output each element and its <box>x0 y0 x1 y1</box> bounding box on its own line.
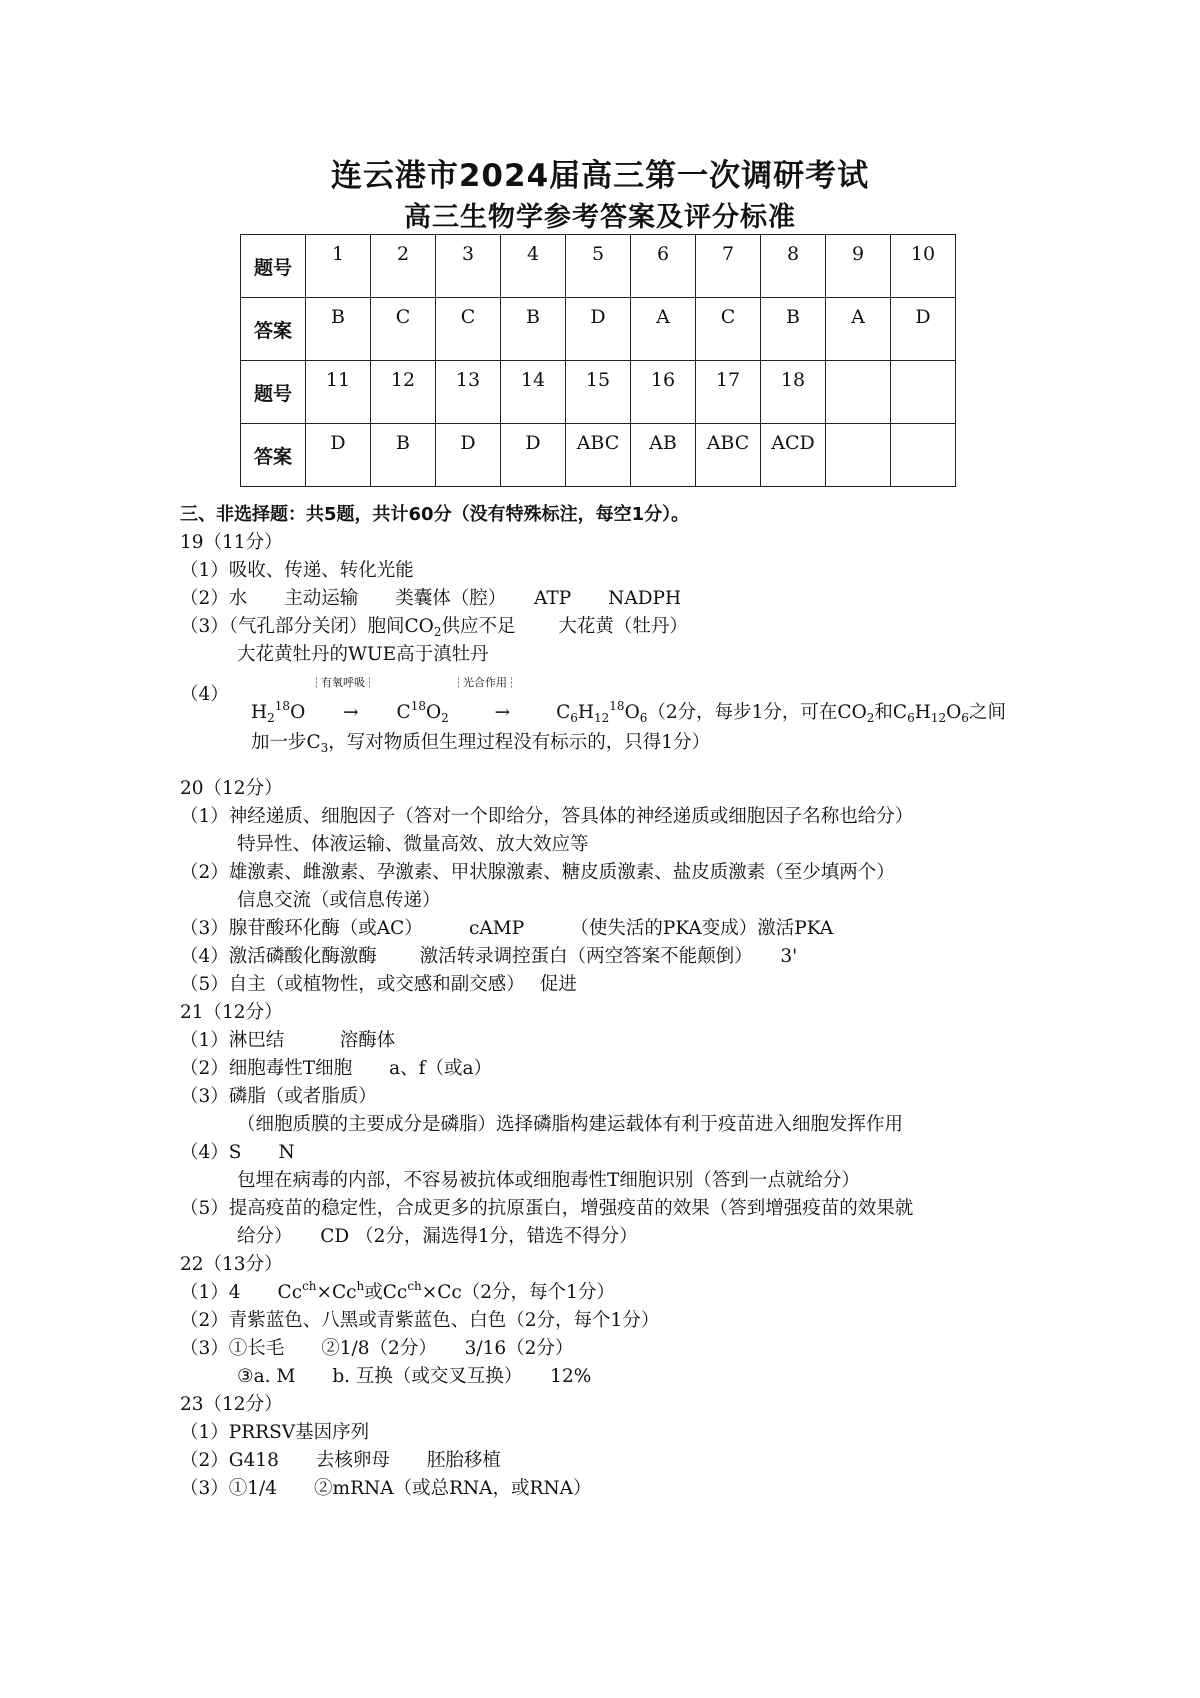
answer-table-row <box>241 298 956 361</box>
q19-answer-3b: 大花黄牡丹的WUE高于滇牡丹 <box>237 644 489 665</box>
answer-table-cell-text: ABC <box>576 432 620 454</box>
q20-heading: 20（12分） <box>180 778 283 799</box>
answer-table-cell <box>566 298 631 361</box>
answer-table-cell <box>371 424 436 487</box>
answer-table-cell <box>501 424 566 487</box>
answer-table-cell-text: 5 <box>591 243 605 265</box>
answer-table-cell-text: 17 <box>715 369 741 391</box>
arrow-icon: → <box>343 702 359 723</box>
page-title: 连云港市2024届高三第一次调研考试 <box>330 158 870 194</box>
q19-answer-4-formula: $H_2^{18}O \to C^{18}O_2 \to C_6H_{12}^{18}O_6(2$分，每步1分，可在$CO_2$和$C_6H_{12}O_6$之间 <box>251 699 1006 725</box>
answer-table-cell-text: 6 <box>656 243 670 265</box>
answer-table-cell-text: D <box>525 432 541 454</box>
answer-table-cell-text: 15 <box>585 369 611 391</box>
answer-table-cell <box>306 298 371 361</box>
answer-table-cell-text: ACD <box>771 432 815 454</box>
q21-answer-4: （4）S N <box>180 1142 295 1163</box>
answer-table-cell-text: C <box>720 306 736 328</box>
q20-answer-1: （1）神经递质、细胞因子（答对一个即给分，答具体的神经递质或细胞因子名称也给分） <box>180 806 914 827</box>
section-heading: 三、非选择题：共5题，共计60分（没有特殊标注，每空1分）。 <box>180 504 690 525</box>
page-subtitle: 高三生物学参考答案及评分标准 <box>404 202 796 233</box>
answer-table-cell <box>566 361 631 424</box>
answer-table-row-label: 答案 <box>241 424 306 487</box>
q21-answer-1: （1）淋巴结 溶酶体 <box>180 1030 396 1051</box>
q22-answer-2: （2）青紫蓝色、八黑或青紫蓝色、白色（2分，每个1分） <box>180 1310 660 1331</box>
answer-table-cell-text: ABC <box>706 432 750 454</box>
answer-table-cell-text: 10 <box>910 243 936 265</box>
q20-answer-3: （3）腺苷酸环化酶（或AC） cAMP （使失活的PKA变成）激活PKA <box>180 918 834 939</box>
answer-table-cell-text: 16 <box>650 369 676 391</box>
answer-table-cell-text <box>891 361 955 369</box>
answer-table-cell-text: 4 <box>526 243 540 265</box>
q21-answer-3: （3）磷脂（或者脂质） <box>180 1086 377 1107</box>
answer-table-cell <box>631 424 696 487</box>
answer-table-cell <box>891 424 956 487</box>
q23-answer-1: （1）PRRSV基因序列 <box>180 1422 370 1443</box>
q19-answer-3: （3）（气孔部分关闭）胞间$CO_2$供应不足 大花黄（牡丹） <box>180 616 688 639</box>
answer-table-cell <box>761 424 826 487</box>
answer-table-cell <box>371 298 436 361</box>
answer-table-cell <box>371 235 436 298</box>
q21-answer-2: （2）细胞毒性T细胞 a、f（或a） <box>180 1058 493 1079</box>
answer-table-row-label: 题号 <box>241 361 306 424</box>
answer-table-cell <box>891 235 956 298</box>
q20-answer-5: （5）自主（或植物性，或交感和副交感） 促进 <box>180 974 577 995</box>
answer-table-cell-text: B <box>396 432 410 454</box>
answer-table-cell <box>501 235 566 298</box>
answer-table-cell <box>696 424 761 487</box>
q19-answer-2: （2）水 主动运输 类囊体（腔） ATP NADPH <box>180 588 682 609</box>
answer-table-cell-text: A <box>656 306 670 328</box>
answer-table-cell <box>436 424 501 487</box>
answer-table-cell-text <box>826 424 890 432</box>
answer-table <box>240 234 956 487</box>
answer-table-cell-text: C <box>395 306 411 328</box>
answer-table-cell <box>631 361 696 424</box>
q19-heading: 19（11分） <box>180 532 283 553</box>
answer-table-cell-text: B <box>786 306 800 328</box>
answer-table-cell-text: 2 <box>396 243 410 265</box>
answer-table-cell <box>436 298 501 361</box>
q21-answer-5: （5）提高疫苗的稳定性，合成更多的抗原蛋白，增强疫苗的效果（答到增强疫苗的效果就 <box>180 1198 914 1219</box>
answer-table-cell <box>826 235 891 298</box>
answer-table-cell-text: 7 <box>721 243 735 265</box>
q21-answer-3b: （细胞质膜的主要成分是磷脂）选择磷脂构建运载体有利于疫苗进入细胞发挥作用 <box>237 1114 904 1135</box>
q22-answer-3b: ③a. M b. 互换（或交叉互换） 12% <box>237 1366 592 1387</box>
answer-table-cell-text: 9 <box>851 243 865 265</box>
answer-table-cell-text: 1 <box>331 243 345 265</box>
answer-table-cell <box>501 361 566 424</box>
answer-table-cell-text: 11 <box>325 369 351 391</box>
answer-table-cell <box>631 235 696 298</box>
answer-table-cell-text: 8 <box>786 243 800 265</box>
answer-table-row-label: 答案 <box>241 298 306 361</box>
answer-table-cell-text: 3 <box>461 243 475 265</box>
answer-table-cell-text: 18 <box>780 369 806 391</box>
answer-table-cell-text: B <box>331 306 345 328</box>
q22-heading: 22（13分） <box>180 1254 283 1275</box>
q20-answer-4: （4）激活磷酸化酶激酶 激活转录调控蛋白（两空答案不能颠倒） 3' <box>180 946 798 967</box>
q21-answer-4b: 包埋在病毒的内部，不容易被抗体或细胞毒性T细胞识别（答到一点就给分） <box>237 1170 860 1191</box>
answer-table-row <box>241 235 956 298</box>
q23-answer-3: （3）①1/4 ②mRNA（或总RNA，或RNA） <box>180 1478 592 1499</box>
answer-table-cell <box>826 298 891 361</box>
answer-table-cell-text: D <box>460 432 476 454</box>
arrow-label-photosynthesis: 光合作用 <box>458 677 512 688</box>
answer-table-cell-text: C <box>460 306 476 328</box>
answer-table-cell <box>501 298 566 361</box>
answer-table-cell <box>306 235 371 298</box>
answer-table-cell-text: 14 <box>520 369 546 391</box>
q21-answer-5b: 给分） CD （2分，漏选得1分，错选不得分） <box>237 1226 638 1247</box>
q20-answer-2b: 信息交流（或信息传递） <box>237 890 441 911</box>
answer-table-cell-text: D <box>330 432 346 454</box>
q21-heading: 21（12分） <box>180 1002 283 1023</box>
answer-table-row-label: 题号 <box>241 235 306 298</box>
answer-table-cell-text: B <box>526 306 540 328</box>
q22-answer-1: （1）4 $Cc^{ch}\times Cc^h$或$Cc^{ch}\times Cc(2$分，每个1分） <box>180 1279 615 1303</box>
answer-table-cell <box>306 361 371 424</box>
answer-table-cell <box>566 235 631 298</box>
answer-table-cell <box>826 361 891 424</box>
answer-table-cell <box>371 361 436 424</box>
q19-answer-4b: 加一步$C_3$，写对物质但生理过程没有标示的，只得1分） <box>251 732 711 755</box>
answer-table-cell <box>761 361 826 424</box>
answer-table-cell <box>631 298 696 361</box>
answer-table-cell <box>436 235 501 298</box>
answer-table-cell-text: 13 <box>455 369 481 391</box>
answer-table-cell <box>566 424 631 487</box>
answer-table-cell <box>891 361 956 424</box>
answer-table-cell <box>761 298 826 361</box>
answer-table-cell-text: 12 <box>390 369 416 391</box>
arrow-icon: → <box>494 702 511 723</box>
answer-table-cell <box>891 298 956 361</box>
q19-answer-1: （1）吸收、传递、转化光能 <box>180 560 414 581</box>
answer-table-cell-text: D <box>915 306 931 328</box>
answer-table-cell <box>306 424 371 487</box>
q20-answer-2: （2）雄激素、雌激素、孕激素、甲状腺激素、糖皮质激素、盐皮质激素（至少填两个） <box>180 862 895 883</box>
answer-table-cell <box>761 235 826 298</box>
answer-table-cell-text <box>826 361 890 369</box>
answer-table-cell-text: A <box>851 306 865 328</box>
answer-table-cell <box>696 298 761 361</box>
q22-answer-3: （3）①长毛 ②1/8（2分） 3/16（2分） <box>180 1338 574 1359</box>
answer-table-cell <box>696 361 761 424</box>
answer-table-cell <box>436 361 501 424</box>
answer-table-cell-text: D <box>590 306 606 328</box>
answer-table-cell <box>826 424 891 487</box>
answer-table-row <box>241 361 956 424</box>
answer-table-cell-text: AB <box>649 432 677 454</box>
q23-answer-2: （2）G418 去核卵母 胚胎移植 <box>180 1450 501 1471</box>
answer-table-row <box>241 424 956 487</box>
q19-answer-4-num: （4） <box>180 684 229 705</box>
arrow-label-aerobic: 有氧呼吸 <box>316 677 370 688</box>
q23-heading: 23（12分） <box>180 1394 283 1415</box>
answer-table-cell-text <box>891 424 955 432</box>
answer-table-cell <box>696 235 761 298</box>
q20-answer-1b: 特异性、体液运输、微量高效、放大效应等 <box>237 834 589 855</box>
